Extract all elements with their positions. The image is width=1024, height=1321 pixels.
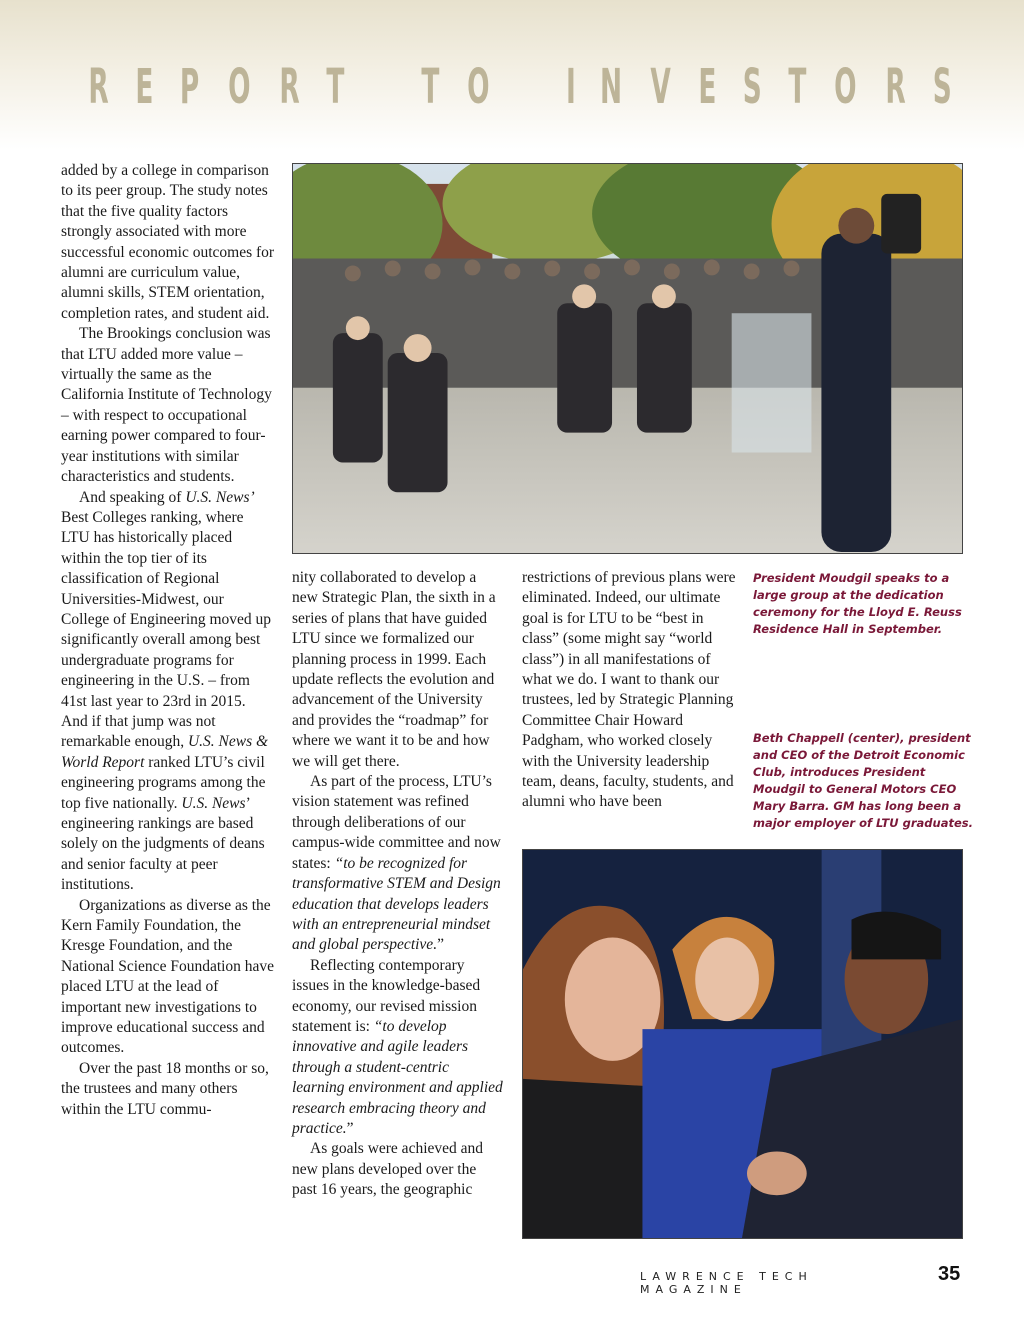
text-column-3	[522, 568, 738, 813]
text-column-1	[61, 161, 275, 1120]
paragraph: nity collaborated to develop a new Strategic Plan, the sixth in a series of plans that have guided LTU since we formalized our planning process in 1999. Each update reflects the evolution and advancement of the University and provides the “roadmap” for where we want it to be and how we will get there.	[292, 569, 496, 770]
paragraph: And speaking of U.S. News’ Best Colleges ranking, where LTU has historically placed within the top tier of its classification of Regional Universities-Midwest, our College of Engineering moved up significantly overall among best undergraduate programs for engineering in the U.S. – from 41st last year to 23rd in 2015. And if that jump was not remarkable enough, U.S. News & World Report ranked LTU’s civil engineering programs among the top five nationally. U.S. News’ engineering rankings are based solely on the judgments of deans and senior faculty at peer institutions.	[61, 488, 272, 894]
page-number: 35	[938, 1263, 961, 1285]
paragraph: Over the past 18 months or so, the trustees and many others within the LTU commu-	[61, 1059, 269, 1118]
title-letter: E	[698, 59, 717, 115]
paragraph: Reflecting contemporary issues in the knowledge-based economy, our revised mission statement is: “to develop innovative and agile leaders through a student-centric learning environment and applied research embracing theory and practice.”	[292, 956, 503, 1137]
title-letter: R	[88, 59, 109, 115]
title-letter: R	[279, 59, 300, 115]
title-letter: E	[135, 59, 154, 115]
dedication-ceremony-photo	[292, 163, 963, 554]
paragraph: Organizations as diverse as the Kern Family Foundation, the Kresge Foundation, and the National Science Foundation have placed LTU at the lead of important new investigations to improve educational success and outcomes.	[61, 896, 275, 1057]
title-letter: I	[565, 59, 576, 115]
paragraph: restrictions of previous plans were eliminated. Indeed, our ultimate goal is for LTU to be “best in class” (some might say “world class”) in all manifestations of what we do. I want to thank our trustees, led by Strategic Planning Committee Chair Howard Padgham, who worked closely with the University leadership team, deans, faculty, students, and alumni who have been	[522, 569, 736, 811]
title-letter: O	[227, 59, 251, 115]
title-letter: P	[180, 59, 200, 115]
title-letter: V	[650, 59, 672, 115]
magazine-name: LAWRENCE TECH MAGAZINE	[640, 1270, 813, 1296]
title-letter: S	[932, 59, 953, 115]
title-letter: N	[600, 59, 623, 115]
title-letter: O	[467, 59, 491, 115]
paragraph: As part of the process, LTU’s vision statement was refined through deliberations of our campus-wide committee and now states: “to be recognized for transformative STEM and Design education that develops leaders with an entrepreneurial mindset and global perspective.”	[292, 773, 501, 954]
introduction-photo	[522, 849, 963, 1239]
title-letter: R	[885, 59, 906, 115]
title-letter: T	[421, 59, 440, 115]
photo-caption: Beth Chappell (center), president and CEO of the Detroit Economic Club, introduces President Moudgil to General Motors CEO Mary Barra. GM has long been a major employer of LTU graduates.	[753, 731, 973, 830]
title-letter: S	[742, 59, 762, 115]
title-letter: T	[326, 59, 345, 115]
section-title	[80, 52, 960, 122]
text-column-2	[292, 568, 504, 1201]
title-letter: T	[788, 59, 807, 115]
title-letter: O	[834, 59, 857, 115]
photo-caption: President Moudgil speaks to a large group at the dedication ceremony for the Lloyd E. Reuss Residence Hall in September.	[753, 571, 962, 636]
paragraph: added by a college in comparison to its peer group. The study notes that the five quality factors strongly associated with more successful economic outcomes for alumni are curriculum value, alumni skills, STEM orientation, completion rates, and student aid.	[61, 162, 275, 322]
paragraph: As goals were achieved and new plans developed over the past 16 years, the geographic	[292, 1140, 484, 1199]
paragraph: The Brookings conclusion was that LTU added more value – virtually the same as the California Institute of Technology – with respect to occupational earning power compared to four-year institutions with similar characteristics and students.	[61, 325, 272, 486]
